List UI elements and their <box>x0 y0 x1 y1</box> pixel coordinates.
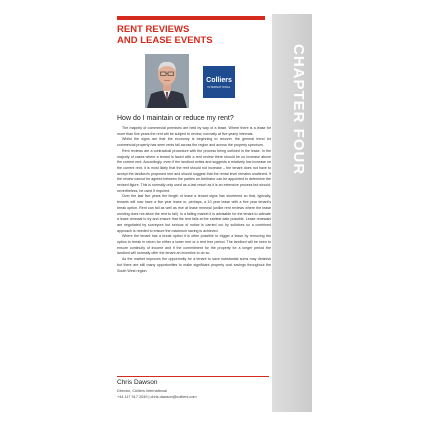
article-title-line-1: RENT REVIEWS <box>117 24 190 35</box>
article-question: How do I maintain or reduce my rent? <box>117 115 234 122</box>
body-paragraph: Rent reviews are a contractual procedure with the process being outlined in the lease. In the majority of cases where a tenant is faced with a rent review there should be no increase above the current rent. Accordingly, even if the landlord writes and suggests a relatively low increase on the current rent, it is most likely that the rent should not increase – the tenant does not have to accept the landlord's proposed rent and should suggest that the rental level remains unaltered. If the review cannot be agreed between the parties an Arbitrator can be appointed to determine the revised figure. This is normally only used as a last resort as it is an extensive process but should, nevertheless, be used if required. <box>117 148 271 193</box>
chapter-label: CHAPTER FOUR <box>290 44 307 176</box>
author-title: Director, Colliers International <box>117 389 167 393</box>
body-paragraph: The majority of commercial premises are held by way of a lease. Where there is a lease for more than five years the rent will be subject to review, normally at five yearly intervals. <box>117 126 271 136</box>
author-photo <box>145 54 189 108</box>
article-title <box>117 24 267 46</box>
body-paragraph: As the market improves the opportunity for a tenant to save substantial sums may diminish but there are still many opportunities to make significant property cost savings throughout the South West region. <box>117 257 271 273</box>
colliers-logo <box>203 66 235 98</box>
author-contact: +44 117 917 2049 | chris.dawson@colliers.com <box>117 395 197 399</box>
logo-wordmark: Colliers <box>206 77 232 84</box>
author-divider <box>117 376 269 377</box>
body-paragraph: Whilst the signs are that the economy is beginning to recover, the general trend for commercial property has seen rents fall across the region and across the property spectrum. <box>117 137 271 148</box>
article-body <box>117 126 271 358</box>
author-portrait-icon <box>145 54 189 108</box>
author-name: Chris Dawson <box>117 379 158 386</box>
logo-subtext: INTERNATIONAL <box>207 86 231 89</box>
article-title-line-2: AND LEASE EVENTS <box>117 35 213 46</box>
body-paragraph: Over the last five years the length of lease a tenant signs has shortened so that, typically, tenants will now have a five year lease or, perhaps, a 10 year lease with a five year tenant's break option. Rent can fall as well as rise at lease renewal (unlike rent reviews where the lease wording does not allow the rent to fall). In a falling market it is advisable for the tenant to activate a lease renewal to try and ensure that the rent falls at the earliest date possible. Lease renewals are negotiated by surveyors but serious of notice is carried out by solicitors so a combined approach is needed to ensure the maximum saving is achieved. <box>117 194 271 233</box>
chapter-sidebar <box>272 14 312 412</box>
body-paragraph: Where the tenant has a break option it is often possible to trigger a lease by removing the option to break in return for either a lower rent or a rent free period. The landlord will be keen to ensure continuity of income and if the commitment for the property for a longer period the landlord will normally offer the tenant an incentive to do so. <box>117 234 271 256</box>
title-accent-bar <box>117 16 265 20</box>
